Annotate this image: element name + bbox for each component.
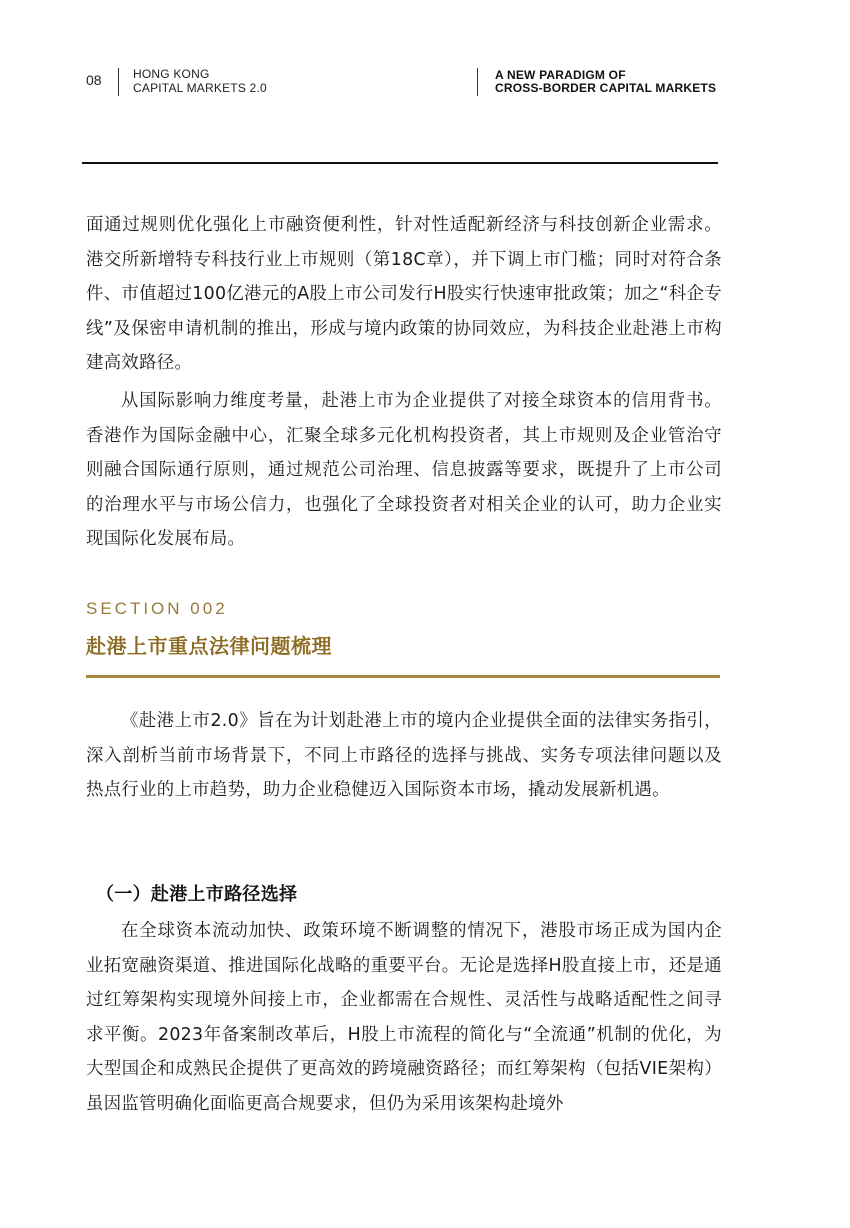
section-label: SECTION 002 bbox=[86, 599, 228, 618]
paragraph-international-influence: 从国际影响力维度考量，赴港上市为企业提供了对接全球资本的信用背书。香港作为国际金融中心，汇聚全球多元化机构投资者，其上市规则及企业管治守则融合国际通行原则，通过规范公司治理、信息披露等要求，既提升了上市公司的治理水平与市场公信力，也强化了全球投资者对相关企业的认可，助力企业实现国际化发展布局。 bbox=[86, 391, 722, 549]
document-title-line2: CROSS-BORDER CAPITAL MARKETS bbox=[495, 81, 717, 95]
paragraph-listing-paths: 在全球资本流动加快、政策环境不断调整的情况下，港股市场正成为国内企业拓宽融资渠道、推进国际化战略的重要平台。无论是选择H股直接上市，还是通过红筹架构实现境外间接上市，企业都需在合规性、灵活性与战略适配性之间寻求平衡。2023年备案制改革后，H股上市流程的简化与“全流通”机制的优化，为大型国企和成熟民企提供了更高效的跨境融资路径；而红筹架构（包括VIE架构）虽因监管明确化面临更高合规要求，但仍为采用该架构赴境外 bbox=[86, 921, 722, 1114]
section-title: 赴港上市重点法律问题梳理 bbox=[86, 634, 332, 658]
paragraph-section-intro: 《赴港上市2.0》旨在为计划赴港上市的境内企业提供全面的法律实务指引，深入剖析当前市场背景下，不同上市路径的选择与挑战、实务专项法律问题以及热点行业的上市趋势，助力企业稳健迈入国际资本市场，撬动发展新机遇。 bbox=[86, 711, 722, 800]
document-title bbox=[495, 69, 716, 95]
publication-title-line2: CAPITAL MARKETS 2.0 bbox=[133, 81, 267, 95]
header-divider-left bbox=[118, 68, 119, 96]
document-title-line1: A NEW PARADIGM OF bbox=[495, 68, 626, 82]
header-divider-right bbox=[477, 68, 478, 96]
header-rule bbox=[82, 162, 718, 164]
publication-title-line1: HONG KONG bbox=[133, 67, 210, 81]
paragraph-policy: 面通过规则优化强化上市融资便利性，针对性适配新经济与科技创新企业需求。港交所新增特专科技行业上市规则（第18C章），并下调上市门槛；同时对符合条件、市值超过100亿港元的A股上市公司发行H股实行快速审批政策；加之“科企专线”及保密申请机制的推出，形成与境内政策的协同效应，为科技企业赴港上市构建高效路径。 bbox=[86, 215, 722, 373]
page-number: 08 bbox=[86, 72, 102, 88]
subsection-heading: （一）赴港上市路径选择 bbox=[96, 884, 298, 905]
publication-title bbox=[133, 67, 267, 95]
section-rule bbox=[86, 675, 720, 678]
